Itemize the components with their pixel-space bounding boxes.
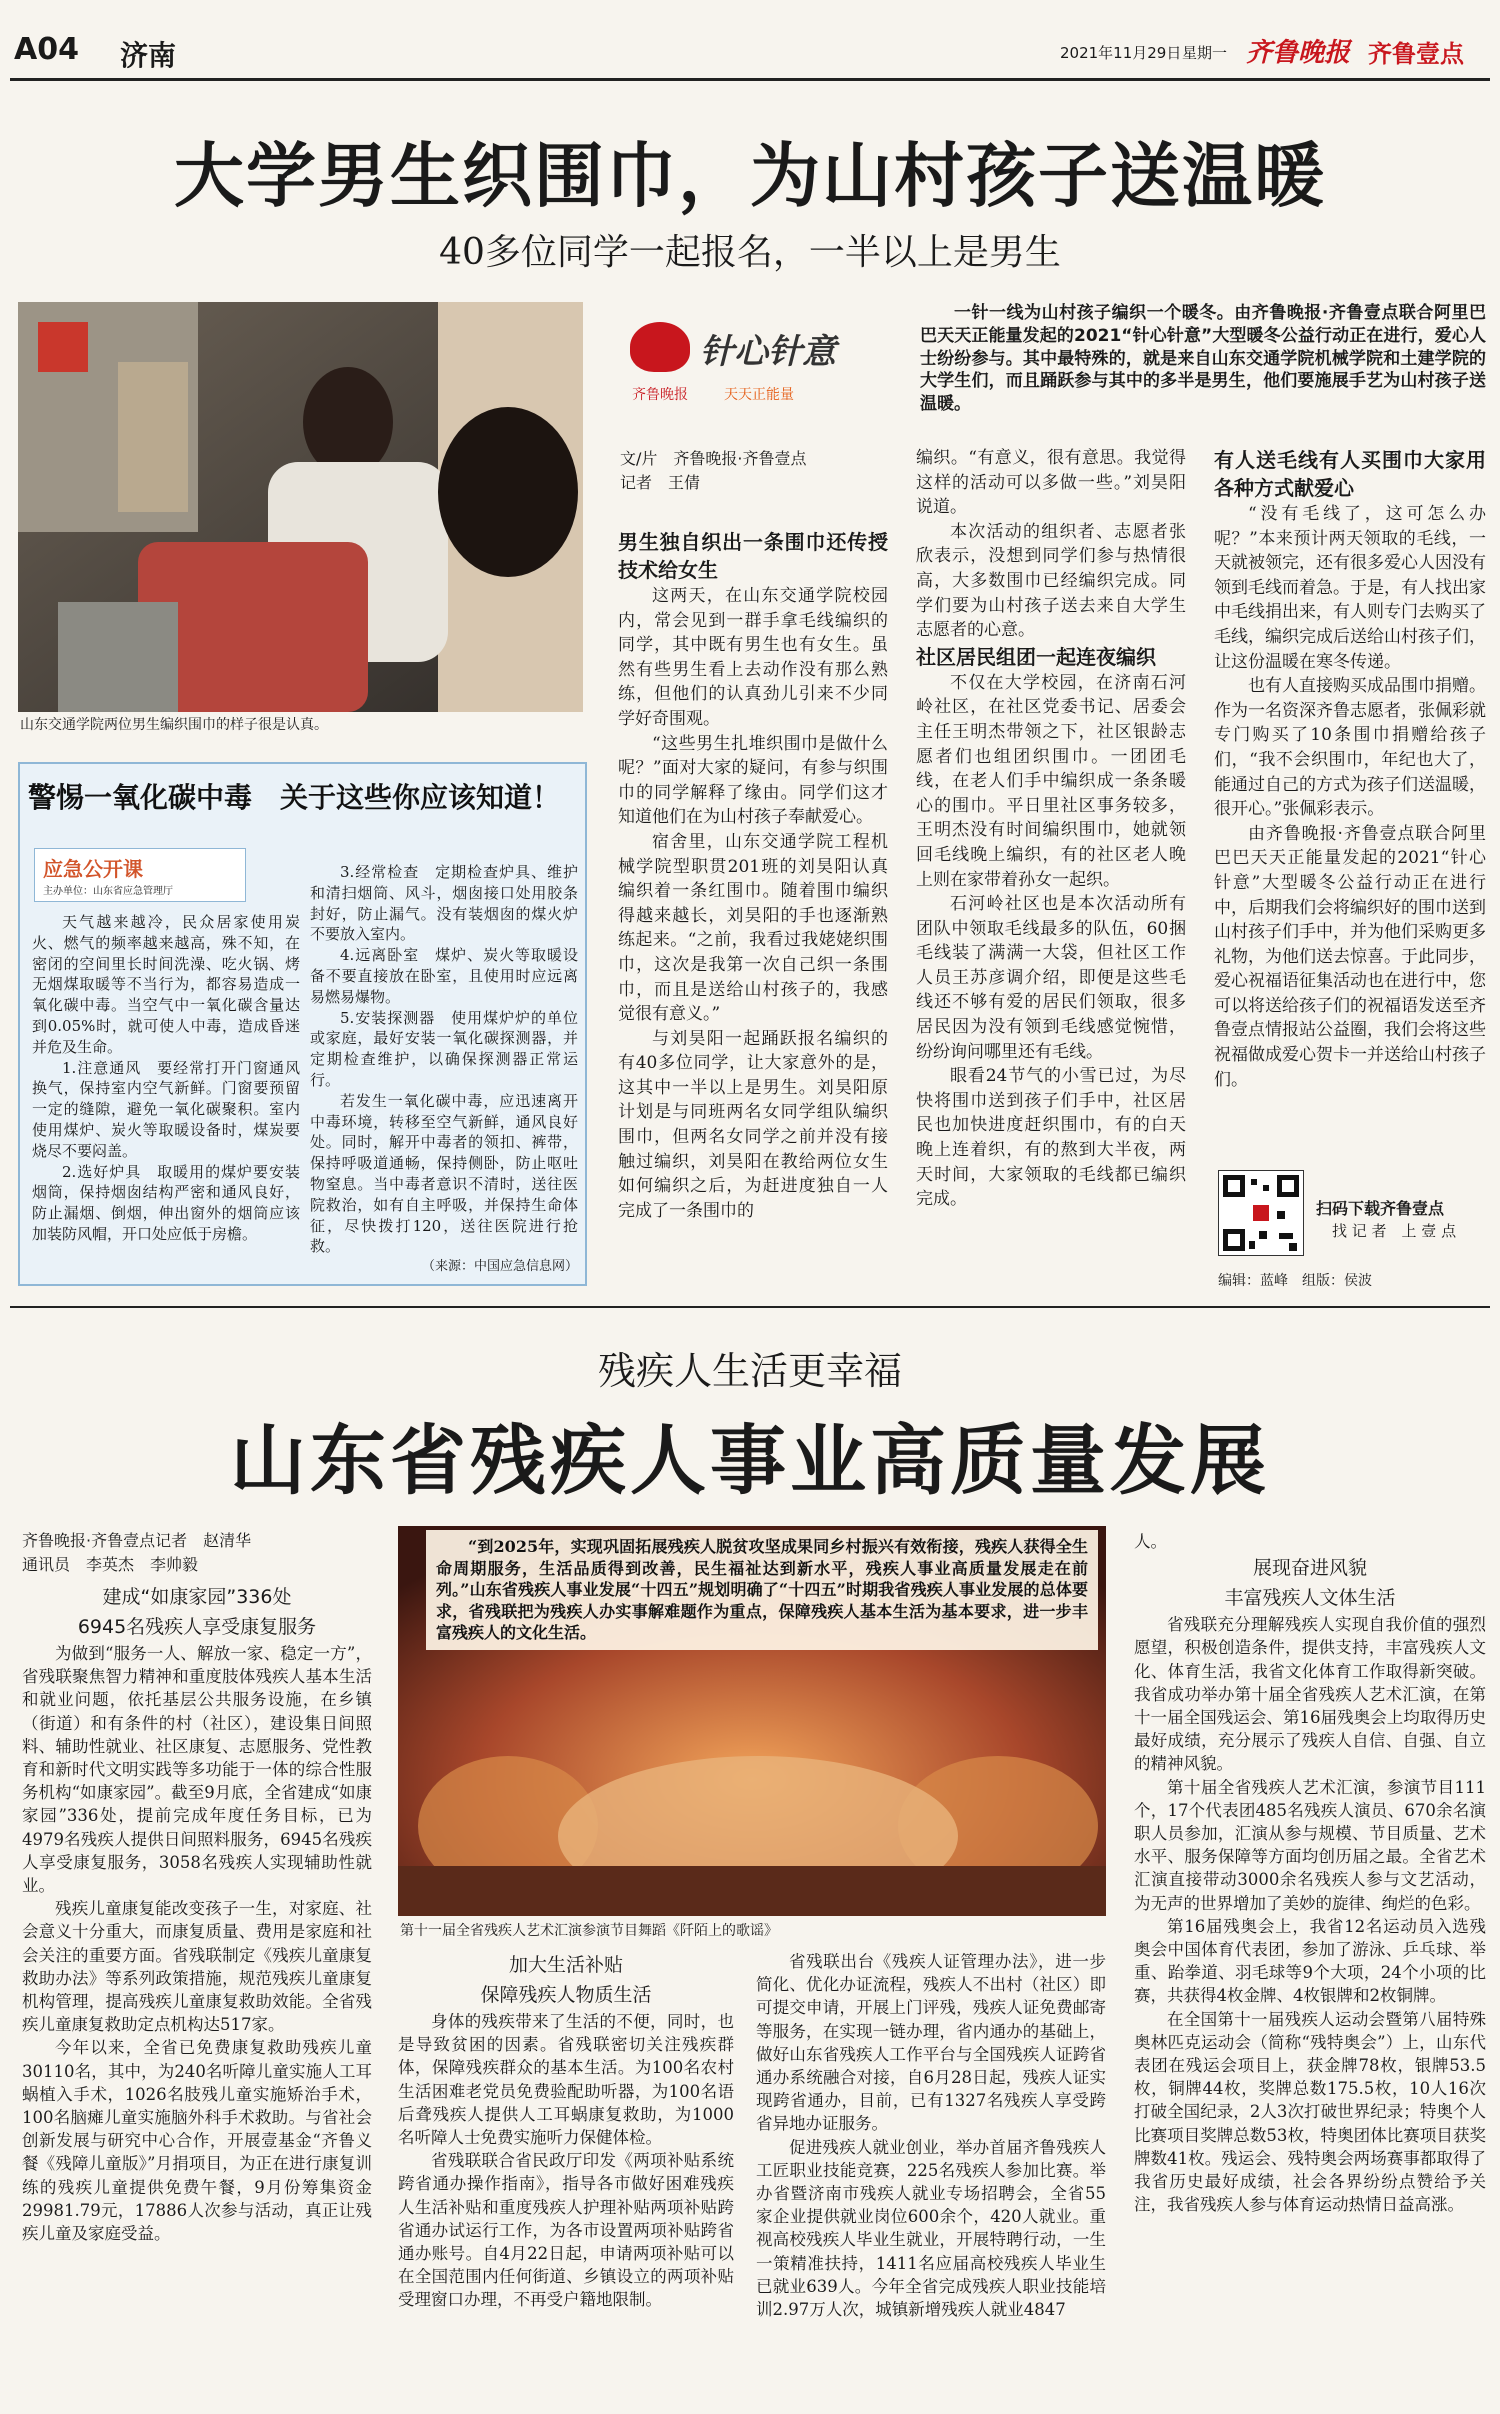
safety-sidebar [18,762,587,1286]
qr-caption-1: 扫码下载齐鲁壹点 [1316,1199,1445,1218]
course-badge-sub: 主办单位：山东省应急管理厅 [43,886,173,897]
course-badge [34,848,246,902]
subheading: 男生独自织出一条围巾还传授技术给女生 [618,530,888,582]
paragraph: 省残联联合省民政厅印发《两项补贴系统跨省通办操作指南》，指导各市做好困难残疾人生活补贴和重度残疾人护理补贴两项补贴跨省通办试运行工作，为各市设置两项补贴跨省通办账号。自4月22日起，申请两项补贴可以在全国范围内任何街道、乡镇设立的两项补贴受理窗口办理，不再受户籍地限制。 [398,2151,734,2310]
paragraph: 残疾儿童康复能改变孩子一生，对家庭、社会意义十分重大，而康复质量、费用是家庭和社会关注的重要方面。省残联制定《残疾儿童康复救助办法》等系列政策措施，规范残疾儿童康复机构管理，提高残疾儿童康复救助效能。全省残疾儿童康复救助定点机构达517家。 [22,1899,372,2035]
sidebar-col-2 [310,862,578,1280]
subheading [398,1950,734,2010]
subheading: 有人送毛线有人买围巾大家用各种方式献爱心 [1214,448,1486,500]
paragraph: 编织。“有意义，很有意思。我觉得这样的活动可以多做一些。”刘昊阳说道。 [916,448,1186,518]
qr-caption-2: 找 记 者 上 壹 点 [1332,1222,1457,1240]
knitting-photo [18,302,583,712]
story1-col-1 [618,528,888,1296]
story2-col-4 [1134,1530,1486,2408]
paragraph: 为做到“服务一人、解放一家、稳定一方”，省残联聚焦智力精神和重度肢体残疾人基本生活和就业问题，依托基层公共服务设施，在乡镇（街道）和有条件的村（社区），建设集日间照料、辅助性就业、社区康复、志愿服务、党性教育和新时代文明实践等多功能于一体的综合性服务机构“如康家园”。截至9月底，全省建成“如康家园”336处，提前完成年度任务目标，已为4979名残疾人提供日间照料服务，6945名残疾人享受康复服务，3058名残疾人实现辅助性就业。 [22,1644,372,1896]
subheading-line-2: 6945名残疾人享受康复服务 [77,1616,317,1638]
subheadline: 40多位同学一起报名，一半以上是男生 [439,232,1061,273]
paragraph: 省残联充分理解残疾人实现自我价值的强烈愿望，积极创造条件，提供支持，丰富残疾人文化、体育生活，我省文化体育工作取得新突破。我省成功举办第十届全省残疾人艺术汇演，在第十一届全国残运会、第16届残奥会上均取得历史最好成绩，充分展示了残疾人自信、自强、自立的精神风貌。 [1134,1615,1486,1774]
section-name: 济南 [120,39,177,72]
paragraph: 第16届残奥会上，我省12名运动员入选残奥会中国体育代表团，参加了游泳、乒乓球、举重、跆拳道、羽毛球等9个大项，24个小项的比赛，共获得4枚金牌、4枚银牌和2枚铜牌。 [1134,1916,1486,2006]
issue-weekday: 星期一 [1182,44,1228,62]
paragraph: 今年以来，全省已免费康复救助残疾儿童30110名，其中，为240名听障儿童实施人工耳蜗植入手术，1026名肢残儿童实施矫治手术，100名脑瘫儿童实施脑外科手术救助。与省社会创新发展与研究中心合作，开展壹基金“齐鲁义餐《残障儿童版》”月捐项目，为正在进行康复训练的残疾儿童提供免费午餐，9月份筹集资金29981.79元，17886人次参与活动，真正让残疾儿童及家庭受益。 [22,2038,372,2244]
paragraph: 也有人直接购买成品围巾捐赠。作为一名资深齐鲁志愿者，张佩彩就专门购买了10条围巾捐赠给孩子们，“我不会织围巾，年纪也大了，能通过自己的方式为孩子们送温暖，很开心。”张佩彩表示。 [1214,676,1486,820]
section-divider [10,1306,1490,1308]
headline-2: 山东省残疾人事业高质量发展 [230,1416,1270,1505]
subheading-line-1: 建成“如康家园”336处 [102,1586,292,1608]
byline-2: 记者 王倩 [620,473,701,492]
subheading-line-1: 展现奋进风貌 [1252,1557,1367,1580]
page-number: A04 [14,32,79,67]
paragraph: 宿舍里，山东交通学院工程机械学院型职贯201班的刘昊阳认真编织着一条红围巾。随着围巾编织得越来越长，刘昊阳的手也逐渐熟练起来。“之前，我看过我姥姥织围巾，这次是我第一次自己织一条围巾，而且是送给山村孩子的，我感觉很有意义。” [618,831,888,1025]
sidebar-para: 若发生一氧化碳中毒，应迅速离开中毒环境，转移至空气新鲜，通风良好处。同时，解开中毒者的领扣、裤带，保持呼吸道通畅，保持侧卧，防止呕吐物窒息。当中毒者意识不清时，送往医院救治，如有自主呼吸，并保持生命体征，尽快拨打120，送往医院进行抢救。 [310,1091,578,1256]
story1-col-3 [1214,446,1486,1166]
paragraph: 在全国第十一届残疾人运动会暨第八届特殊奥林匹克运动会（简称“残特奥会”）上，山东代表团在残运会项目上，获金牌78枚，银牌53.5枚，铜牌44枚，奖牌总数175.5枚，10人16次打破全国纪录，2人3次打破世界纪录；特奥个人比赛项目奖牌总数53枚，特奥团体比赛项目获奖牌数41枚。残运会、残特奥会两场赛事都取得了我省历史最好成绩，社会各界纷纷点赞给予关注，我省残疾人参与体育运动热情日益高涨。 [1134,2009,1486,2215]
sidebar-title: 警惕一氧化碳中毒 关于这些你应该知道！ [28,781,561,814]
brand-logo-2: 齐鲁壹点 [1368,40,1464,68]
masthead-rule [10,78,1490,81]
brand-logo: 齐鲁晚报 [1246,38,1351,68]
paragraph: 眼看24节气的小雪已过，为尽快将围巾送到孩子们手中，社区居民也加快进度赶织围巾，有的白天晚上连着织，有的熬到大半夜，两天时间，大家领取的毛线都已编织完成。 [916,1066,1186,1210]
editor-credit: 编辑：蓝峰 组版：侯波 [1218,1273,1372,1289]
knitting-photo-art [18,302,583,712]
sidebar-para: 2.选好炉具 取暖用的煤炉要安装烟筒，保持烟囱结构严密和通风良好，防止漏烟、倒烟，伸出窗外的烟筒应该加装防风帽，开口处应低于房檐。 [32,1162,300,1243]
subheading: 社区居民组团一起连夜编织 [916,644,1156,669]
yarn-heart-icon [630,322,690,372]
paragraph: 由齐鲁晚报·齐鲁壹点联合阿里巴巴天天正能量发起的2021“针心针意”大型暖冬公益行动正在进行中，后期我们会将编织好的围巾送到山村孩子们手中，并为他们采购更多礼物，为他们送去惊喜。于此同步，爱心祝福语征集活动也在进行中，您可以将送给孩子们的祝福语发送至齐鲁壹点情报站公益圈，我们会将这些祝福做成爱心贺卡一并送给山村孩子们。 [1214,823,1486,1090]
story2-col-1 [22,1582,372,2408]
paragraph: 石河岭社区也是本次活动所有团队中领取毛线最多的队伍，60捆毛线装了满满一大袋，但社区工作人员王苏彦调介绍，即便是这些毛线还不够有爱的居民们领取，很多居民因为没有领到毛线感觉惋惜，纷纷询问哪里还有毛线。 [916,894,1186,1062]
subheading-line-2: 丰富残疾人文体生活 [1224,1587,1396,1610]
story2-col-3 [756,1950,1106,2408]
sidebar-para: 1.注意通风 要经常打开门窗通风换气，保持室内空气新鲜。门窗要预留一定的缝隙，避免一氧化碳聚积。室内使用煤炉、炭火等取暖设备时，煤炭要烧尽不要闷盖。 [32,1058,300,1160]
paragraph: “这些男生扎堆织围巾是做什么呢？”面对大家的疑问，有参与织围巾的同学解释了缘由。同学们这才知道他们在为山村孩子奉献爱心。 [618,733,888,828]
paragraph: 促进残疾人就业创业，举办首届齐鲁残疾人工匠职业技能竞赛，225名残疾人参加比赛。举办省暨济南市残疾人就业专场招聘会，全省55家企业提供就业岗位600余个，420人就业。重视高校残疾人毕业生就业，开展特聘行动，一生一策精准扶持，1411名应届高校残疾人毕业生已就业639人。今年全省完成残疾人职业技能培训2.97万人次，城镇新增残疾人就业4847 [756,2137,1106,2320]
story1-col-2 [916,446,1186,1296]
story2-col-2 [398,1950,734,2408]
sidebar-para: 3.经常检查 定期检查炉具、维护和清扫烟筒、风斗，烟囱接口处用胶条封好，防止漏气。没有装烟囱的煤火炉不要放入室内。 [310,863,578,944]
course-badge-title: 应急公开课 [43,857,143,881]
paragraph: 与刘昊阳一起踊跃报名编织的有40多位同学，让大家意外的是，这其中一半以上是男生。刘昊阳原计划是与同班两名女同学组队编织围巾，但两名女同学之前并没有接触过编织，刘昊阳在教给两位女生如何编织之后，为赶进度独自一人完成了一条围巾的 [618,1028,888,1221]
paragraph: 身体的残疾带来了生活的不便，同时，也是导致贫困的因素。省残联密切关注残疾群体，保障残疾群众的基本生活。为100名农村生活困难老党员免费验配助听器，为100名语后聋残疾人提供人工耳蜗康复救助，为1000名听障人士免费实施听力保健体检。 [398,2012,734,2148]
issue-date: 2021年11月29日 [1060,44,1182,62]
campaign-logo [620,318,860,414]
photo-caption: 山东交通学院两位男生编织围巾的样子很是认真。 [20,717,328,733]
campaign-logo-sub2: 天天正能量 [724,387,794,403]
sidebar-para: 5.安装探测器 使用煤炉炉的单位或家庭，最好安装一氧化碳探测器，并定期检查维护，以确保探测器正常运行。 [310,1008,578,1089]
subheading-line-2: 保障残疾人物质生活 [480,1984,652,2006]
paragraph: “没有毛线了，这可怎么办呢？”本来预计两天领取的毛线，一天就被领完，还有很多爱心人因没有领到毛线而着急。于是，有人找出家中毛线捐出来，有人则专门去购买了毛线，编织完成后送给山村孩子们，让这份温暖在寒冬传递。 [1214,504,1486,672]
sidebar-para: 4.远离卧室 煤炉、炭火等取暖设备不要直接放在卧室，且使用时应远离易燃易爆物。 [310,946,578,1006]
paragraph: 省残联出台《残疾人证管理办法》，进一步简化、优化办证流程，残疾人不出村（社区）即可提交申请，开展上门评残，残疾人证免费邮寄等服务，在实现一链办理，省内通办的基础上，做好山东省残疾人工作平台与全国残疾人证跨省通办系统融合对接，自6月28日起，残疾人证实现跨省通办，目前，已有1327名残疾人享受跨省异地办证服务。 [756,1952,1106,2134]
campaign-logo-sub1: 齐鲁晚报 [632,387,688,403]
pull-quote: “到2025年，实现巩固拓展残疾人脱贫攻坚成果同乡村振兴有效衔接，残疾人获得全生命周期服务，生活品质得到改善，民生福祉达到新水平，残疾人事业高质量发展走在前列。”山东省残疾人事业发展“十四五”规划明确了“十四五”时期我省残疾人事业发展的总体要求，省残联把为残疾人办实事解难题作为重点，保障残疾人基本生活为基本要求，进一步丰富残疾人的文化生活。 [426,1530,1098,1650]
campaign-logo-text: 针心针意 [700,332,836,372]
photo-caption-2: 第十一届全省残疾人艺术汇演参演节目舞蹈《阡陌上的歌谣》 [400,1923,778,1939]
byline-1: 文/片 齐鲁晚报·齐鲁壹点 [620,449,807,468]
qr-code[interactable] [1218,1170,1304,1256]
sidebar-source: （来源：中国应急信息网） [421,1259,578,1275]
lead-paragraph: 一针一线为山村孩子编织一个暖冬。由齐鲁晚报·齐鲁壹点联合阿里巴巴天天正能量发起的2021“针心针意”大型暖冬公益行动正在进行，爱心人士纷纷参与。其中最特殊的，就是来自山东交通学院机械学院和土建学院的大学生们，而且踊跃参与其中的多半是男生，他们要施展手艺为山村孩子送温暖。 [920,303,1486,415]
byline-4: 通讯员 李英杰 李帅毅 [22,1555,199,1574]
paragraph: 这两天，在山东交通学院校园内，常会见到一群手拿毛线编织的同学，其中既有男生也有女生。虽然有些男生看上去动作没有那么熟练，但他们的认真劲儿引来不少同学好奇围观。 [618,586,888,729]
paragraph: 人。 [1134,1532,1167,1551]
headline: 大学男生织围巾，为山村孩子送温暖 [174,134,1326,217]
paragraph: 第十届全省残疾人艺术汇演，参演节目111个，17个代表团485名残疾人演员、670余名演职人员参加，汇演从参与规模、节目质量、艺术水平、服务保障等方面均创历届之最。全省艺术汇演直接带动3000余名残疾人参与文艺活动，为无声的世界增加了美妙的旋律、绚烂的色彩。 [1134,1777,1486,1913]
subheading [22,1582,372,1642]
paragraph: 不仅在大学校园，在济南石河岭社区，在社区党委书记、居委会主任王明杰带领之下，社区银龄志愿者们也组团织围巾。一团团毛线，在老人们手中编织成一条条暖心的围巾。平日里社区事务较多，王明杰没有时间编织围巾，她就领回毛线晚上编织，有的社区老人晚上则在家带着孙女一起织。 [916,672,1186,890]
sidebar-col-1 [32,912,300,1278]
qr-code-icon [1219,1171,1303,1255]
subheading [1134,1553,1486,1613]
paragraph: 本次活动的组织者、志愿者张欣表示，没想到同学们参与热情很高，大多数围巾已经编织完成。同学们要为山村孩子送去来自大学生志愿者的心意。 [916,521,1186,641]
sidebar-para: 天气越来越冷，民众居家使用炭火、燃气的频率越来越高，殊不知，在密闭的空间里长时间洗澡、吃火锅、烤无烟煤取暖等不当行为，都容易造成一氧化碳中毒。当空气中一氧化碳含量达到0.05%时，就可使人中毒，造成昏迷并危及生命。 [32,913,300,1056]
subheading-line-1: 加大生活补贴 [508,1954,623,1976]
kicker: 残疾人生活更幸福 [597,1349,902,1393]
byline-3: 齐鲁晚报·齐鲁壹点记者 赵清华 [22,1531,252,1550]
